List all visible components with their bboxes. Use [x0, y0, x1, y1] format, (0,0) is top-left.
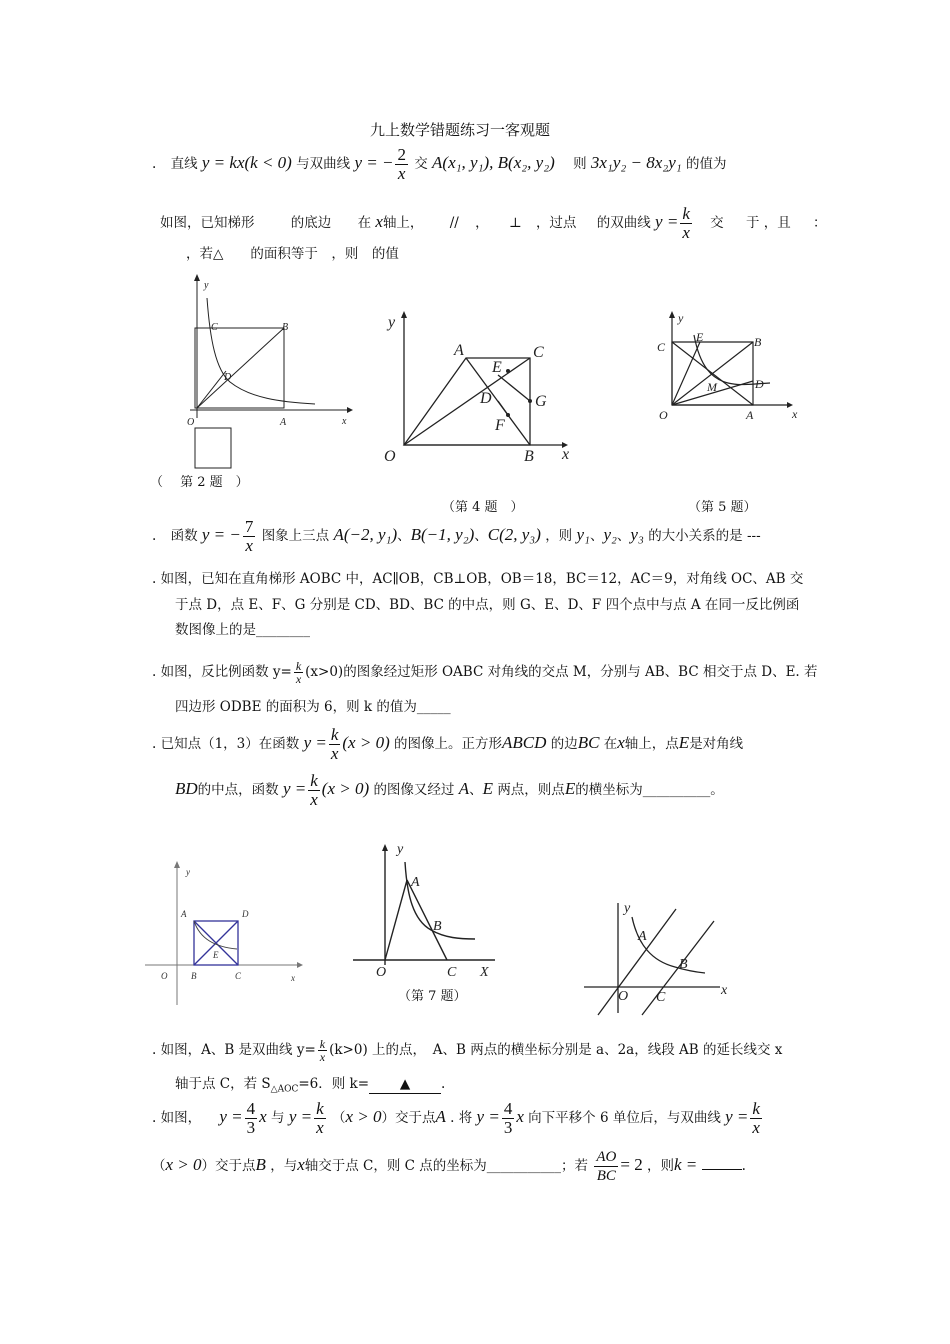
fig4-label-a: A [454, 342, 464, 359]
fig6-label-o: O [161, 971, 168, 981]
q2-x: x [375, 212, 383, 231]
q7-answer-blank: ▲ [369, 1075, 441, 1094]
fig2-label-a: A [280, 417, 287, 428]
q1-mid: 与双曲线 [296, 156, 351, 172]
question-5-line-1: . 如图，反比例函数 y= $\frac{k}{x}$ (x>0)的图象经过矩形 OABC 对角线的交点 M，分别与 AB、BC 相交于点 D、E. 若 [152, 659, 818, 686]
fig4-label-g: G [535, 393, 547, 410]
figure-4-caption: （第 4 题 ） [442, 500, 524, 515]
fig2-label-x: x [342, 416, 347, 427]
question-6-line-2: BD的中点，函数 y = $\frac{k}{x}$ (x > 0) 的图像又经过 A、E 两点，则点E的横坐标为__________。 [175, 771, 724, 809]
fig5-label-c: C [657, 340, 666, 354]
fig2-label-d: D [224, 372, 232, 383]
figure-7-caption: （第 7 题） [398, 989, 467, 1004]
figure-8 [580, 895, 740, 1020]
fig8-label-b: B [679, 957, 688, 972]
q1-then: 则 [573, 156, 587, 172]
question-4-line-1: . 如图，已知在直角梯形 AOBC 中，AC∥OB，CB⊥OB，OB＝18，BC＝12，AC＝9，对角线 OC、AB 交 [152, 571, 804, 587]
fig4-label-x: x [562, 446, 570, 463]
fig5-label-e: E [696, 330, 704, 344]
fig5-label-y: y [678, 311, 684, 325]
question-5-line-2: 四边形 ODBE 的面积为 6，则 k 的值为_____ [175, 699, 451, 715]
q3-mid: 图象上三点 [261, 528, 330, 544]
fig7-label-a: A [411, 875, 420, 890]
page-title: 九上数学错题练习一客观题 [370, 121, 551, 139]
q7-fraction: $\frac{k}{x}$ [319, 1037, 326, 1064]
fig8-label-c: C [656, 990, 666, 1005]
fig7-label-y: y [397, 842, 404, 857]
q6-fraction: $\frac{k}{x}$ [330, 725, 339, 763]
q2-text-j: 交 [710, 215, 724, 231]
q6-fraction-2: $\frac{k}{x}$ [310, 771, 318, 809]
q2-text-d: 轴上， [382, 215, 424, 231]
q2-text-m: ： [813, 215, 827, 231]
q2-comma: ， [475, 215, 489, 231]
figure-6 [145, 855, 305, 1010]
fig4-label-e: E [492, 359, 502, 376]
q8-fraction-43: $\frac{4}{3}$ [246, 1099, 256, 1137]
fig2-label-o: O [187, 417, 195, 428]
figure-2 [150, 270, 360, 470]
fig4-label-o: O [384, 448, 396, 465]
q2-fraction: $\frac{k}{x}$ [682, 204, 690, 242]
fig5-label-o: O [659, 408, 668, 422]
question-7-line-2: 轴于点 C，若 $S_{\triangle AOC}=6$．则 k= ▲ . [175, 1076, 446, 1095]
q3-then: ，则 [545, 528, 573, 544]
q2-text-i: 的双曲线 [596, 215, 651, 231]
q2-frac-lhs: y = [655, 212, 679, 231]
q1-dot: . [152, 156, 157, 172]
question-4-line-2: 于点 D，点 E、F、G 分别是 CD、BD、BC 的中点，则 G、E、D、F 四个点中与点 A 在同一反比例函 [175, 597, 800, 613]
fig4-label-d: D [480, 390, 492, 407]
fig8-label-a: A [638, 929, 647, 944]
figure-4 [380, 305, 580, 470]
q1-expr1: y = kx(k < 0) [201, 153, 292, 172]
figure-7 [345, 840, 505, 980]
q1-lead: 直线 [170, 156, 198, 172]
fig4-label-c: C [533, 344, 544, 361]
q3-dot: . [152, 528, 157, 544]
figure-2-caption: （ 第 2 题 ） [150, 475, 249, 490]
q2-text-l: ，且 [763, 215, 791, 231]
figure-5 [650, 305, 810, 430]
q1-tail: 的值为 [685, 156, 727, 172]
fig6-label-y: y [186, 867, 190, 877]
q1-expr2-lhs: y = − [354, 153, 394, 172]
question-8-line-1: . 如图， y = $\frac{4}{3}$ x 与 y = $\frac{k}{x}$ （x > 0）交于点A . 将 y = $\frac{4}{3}$ x 向下平移个 6 单位后，与双曲线 y = $\frac{k}{x}$ [152, 1099, 760, 1137]
question-3: . 函数 y = − $\frac{7}{x}$ 图象上三点 A(−2, y₁)、B(−1, y₂)、C(2, y₃) ，则 y₁、y₂、y₃ 的大小关系的是 --- [152, 517, 761, 555]
fig4-label-y: y [388, 314, 396, 331]
q3-fraction: $\frac{7}{x}$ [244, 517, 254, 555]
q2-parallel: // [449, 215, 459, 231]
q2-text-c: 在 [357, 215, 372, 231]
fig2-label-b: B [282, 322, 289, 333]
q8-answer-blank [702, 1169, 742, 1170]
q3-point-c: C(2, y₃) [487, 525, 541, 544]
q1-points: A(x₁, y₁), B(x₂, y₂) [432, 153, 555, 172]
q2-perp: ⊥ [508, 215, 522, 231]
fig4-label-f: F [495, 417, 505, 434]
question-2-line-1 [160, 205, 827, 242]
q8-fraction-43-b: $\frac{4}{3}$ [503, 1099, 513, 1137]
q2-text-a: 如图，已知梯形 [160, 215, 255, 231]
fig7-label-o: O [376, 965, 387, 980]
q1-fraction: $\frac{2}{x}$ [397, 145, 406, 183]
fig6-label-a: A [181, 909, 187, 919]
fig2-label-y: y [204, 280, 209, 291]
question-6-line-1: . 已知点（1，3）在函数 y = $\frac{k}{x}$ (x > 0) 的图像上。正方形ABCD 的边BC 在x轴上，点E是对角线 [152, 725, 744, 763]
fig6-label-c: C [235, 971, 242, 981]
fig6-label-b: B [191, 971, 197, 981]
q2-text-h: ，过点 [535, 215, 577, 231]
fig5-label-m: M [707, 380, 717, 394]
q3-point-a: A(−2, y₁) [333, 525, 398, 544]
question-8-line-2: （x > 0）交于点B ，与x轴交于点 C，则 C 点的坐标为___________；若 $\frac{AO}{BC}$ = 2 ，则k = . [152, 1149, 746, 1184]
fig4-label-b: B [524, 448, 534, 465]
q3-tail: 的大小关系的是 --- [648, 528, 761, 544]
question-4-line-3: 数图像上的是________ [175, 622, 310, 638]
fig7-label-b: B [433, 919, 442, 934]
q8-fraction-k: $\frac{k}{x}$ [316, 1099, 324, 1137]
fig5-label-x: x [792, 407, 798, 421]
figure-5-caption: （第 5 题） [688, 500, 757, 515]
fig8-label-o: O [618, 989, 629, 1004]
question-1 [152, 146, 726, 183]
question-7-line-1: . 如图，A、B 是双曲线 y= $\frac{k}{x}$ (k>0) 上的点， A、B 两点的横坐标分别是 a、2a，线段 AB 的延长线交 x [152, 1037, 783, 1064]
q2-text-k: 于 [745, 215, 760, 231]
fig8-label-x: x [721, 983, 728, 998]
fig2-label-c: C [211, 322, 218, 333]
fig6-label-x: x [291, 973, 295, 983]
fig5-label-a: A [746, 408, 754, 422]
q1-expr3: 3x₁y₂ − 8x₂y₁ [590, 153, 682, 172]
q3-point-b: B(−1, y₂) [410, 525, 475, 544]
q5-fraction: $\frac{k}{x}$ [295, 659, 302, 686]
question-2-line-2: ，若△ 的面积等于 ，则 的值 [186, 246, 399, 262]
fig8-label-y: y [624, 901, 631, 916]
q3-lead: 函数 [170, 528, 198, 544]
q3-lhs: y = − [201, 525, 241, 544]
fig7-label-c: C [447, 965, 457, 980]
fig5-label-b: B [754, 335, 762, 349]
fig6-label-e: E [213, 950, 219, 960]
q7-subscript: △AOC [270, 1084, 299, 1095]
fig6-label-d: D [242, 909, 249, 919]
q8-fraction-ao-bc: $\frac{AO}{BC}$ [596, 1149, 617, 1184]
fig7-label-x: X [480, 965, 489, 980]
q1-mid2: 交 [414, 156, 428, 172]
q2-text-b: 的底边 [290, 215, 332, 231]
q8-fraction-k-b: $\frac{k}{x}$ [752, 1099, 760, 1137]
fig5-label-d: D [755, 377, 764, 391]
